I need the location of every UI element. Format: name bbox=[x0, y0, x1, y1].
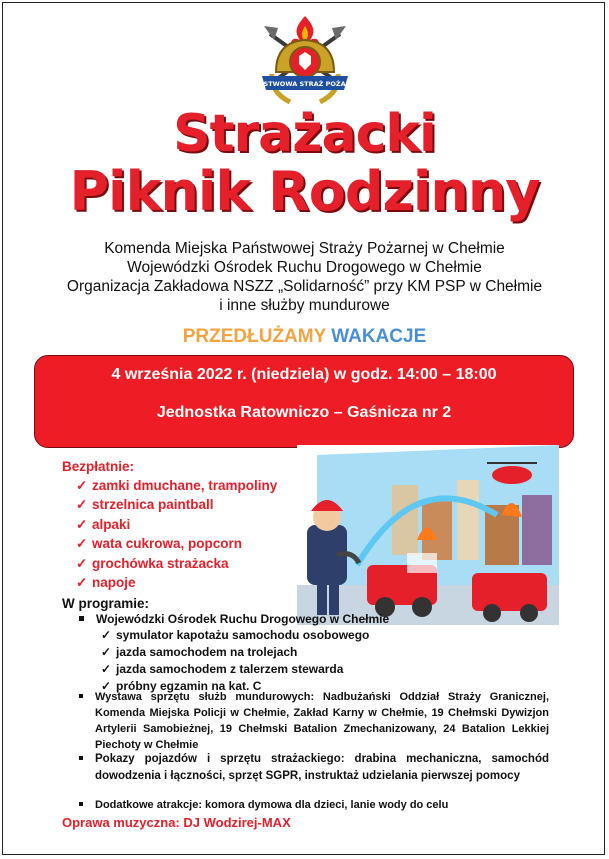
check-icon: ✓ bbox=[101, 645, 112, 659]
program-subitems bbox=[101, 627, 369, 695]
event-date: 4 września 2022 r. (niedziela) w godz. 14:00 – 18:00 bbox=[111, 366, 497, 383]
check-icon: ✓ bbox=[76, 478, 88, 493]
program-item: Dodatkowe atrakcje: komora dymowa dla dzieci, lanie wody do celu bbox=[79, 797, 549, 813]
title-line-2: Piknik Rodzinny bbox=[69, 160, 540, 223]
list-item: ✓ jazda samochodem na trolejach bbox=[101, 645, 298, 659]
organizer-line: Organizacja Zakładowa NSZZ „Solidarność” przy KM PSP w Chełmie bbox=[66, 278, 543, 295]
program-heading: W programie: bbox=[62, 596, 150, 611]
bullet-icon bbox=[79, 616, 84, 621]
firefighter-cartoon-illustration bbox=[297, 445, 559, 633]
event-place: Jednostka Ratowniczo – Gaśnicza nr 2 bbox=[156, 404, 452, 421]
list-item: ✓ zamki dmuchane, trampoliny bbox=[76, 476, 277, 495]
tagline-part-2: WAKACJE bbox=[331, 326, 427, 347]
bullet-icon bbox=[79, 802, 83, 806]
emblem-text: PAŃSTWOWA STRAŻ POŻARNA bbox=[248, 80, 362, 88]
list-item: ✓ alpaki bbox=[76, 515, 277, 534]
list-item: ✓ wata cukrowa, popcorn bbox=[76, 534, 277, 553]
organizer-line: i inne służby mundurowe bbox=[219, 297, 390, 314]
program-item: Wojewódzki Ośrodek Ruchu Drogowego w Chełmie bbox=[79, 612, 389, 626]
check-icon: ✓ bbox=[76, 516, 88, 532]
title-line-1: Strażacki bbox=[173, 104, 436, 164]
free-heading: Bezpłatnie: bbox=[62, 459, 135, 474]
list-item: ✓ próbny egzamin na kat. C bbox=[101, 679, 262, 693]
check-icon: ✓ bbox=[76, 575, 88, 591]
list-item: ✓ grochówka strażacka bbox=[76, 554, 277, 573]
tagline bbox=[0, 326, 609, 348]
bullet-icon bbox=[79, 756, 83, 760]
check-icon: ✓ bbox=[101, 628, 112, 642]
check-icon: ✓ bbox=[76, 497, 88, 513]
list-item: ✓ symulator kapotażu samochodu osobowego bbox=[101, 628, 370, 642]
organizer-line: Komenda Miejska Państwowej Straży Pożarnej w Chełmie bbox=[104, 240, 505, 257]
program-item: Wystawa sprzętu służb mundurowych: Nadbużański Oddział Straży Granicznej, Komenda Miejska Policji w Chełmie, Zakład Karny w Chełmie, 19 Chełmski Dywizjon Artylerii Samobieżnej, 19 Chełmski Batalion Zmechanizowany, 24 Batalion Lekkiej Piechoty w Chełmie bbox=[79, 689, 549, 753]
event-banner bbox=[34, 355, 574, 448]
tagline-part-1: PRZEDŁUŻAMY bbox=[182, 326, 326, 347]
check-icon: ✓ bbox=[101, 662, 112, 676]
list-item: ✓ napoje bbox=[76, 573, 277, 592]
organizers bbox=[0, 239, 609, 315]
fire-service-emblem-icon bbox=[248, 12, 362, 110]
check-icon: ✓ bbox=[76, 555, 88, 571]
bullet-icon bbox=[79, 694, 83, 698]
organizer-line: Wojewódzki Ośrodek Ruchu Drogowego w Chełmie bbox=[127, 259, 482, 276]
music-info: Oprawa muzyczna: DJ Wodzirej-MAX bbox=[62, 815, 291, 830]
program-item: Pokazy pojazdów i sprzętu strażackiego: drabina mechaniczna, samochód dowodzenia i łączności, sprzęt SGPR, instruktaż udzielania pierwszej pomocy bbox=[79, 751, 549, 784]
free-list bbox=[76, 476, 277, 592]
check-icon: ✓ bbox=[76, 536, 88, 552]
list-item: ✓ strzelnica paintball bbox=[76, 495, 277, 514]
list-item: ✓ jazda samochodem z talerzem stewarda bbox=[101, 662, 344, 676]
check-icon: ✓ bbox=[101, 679, 112, 693]
